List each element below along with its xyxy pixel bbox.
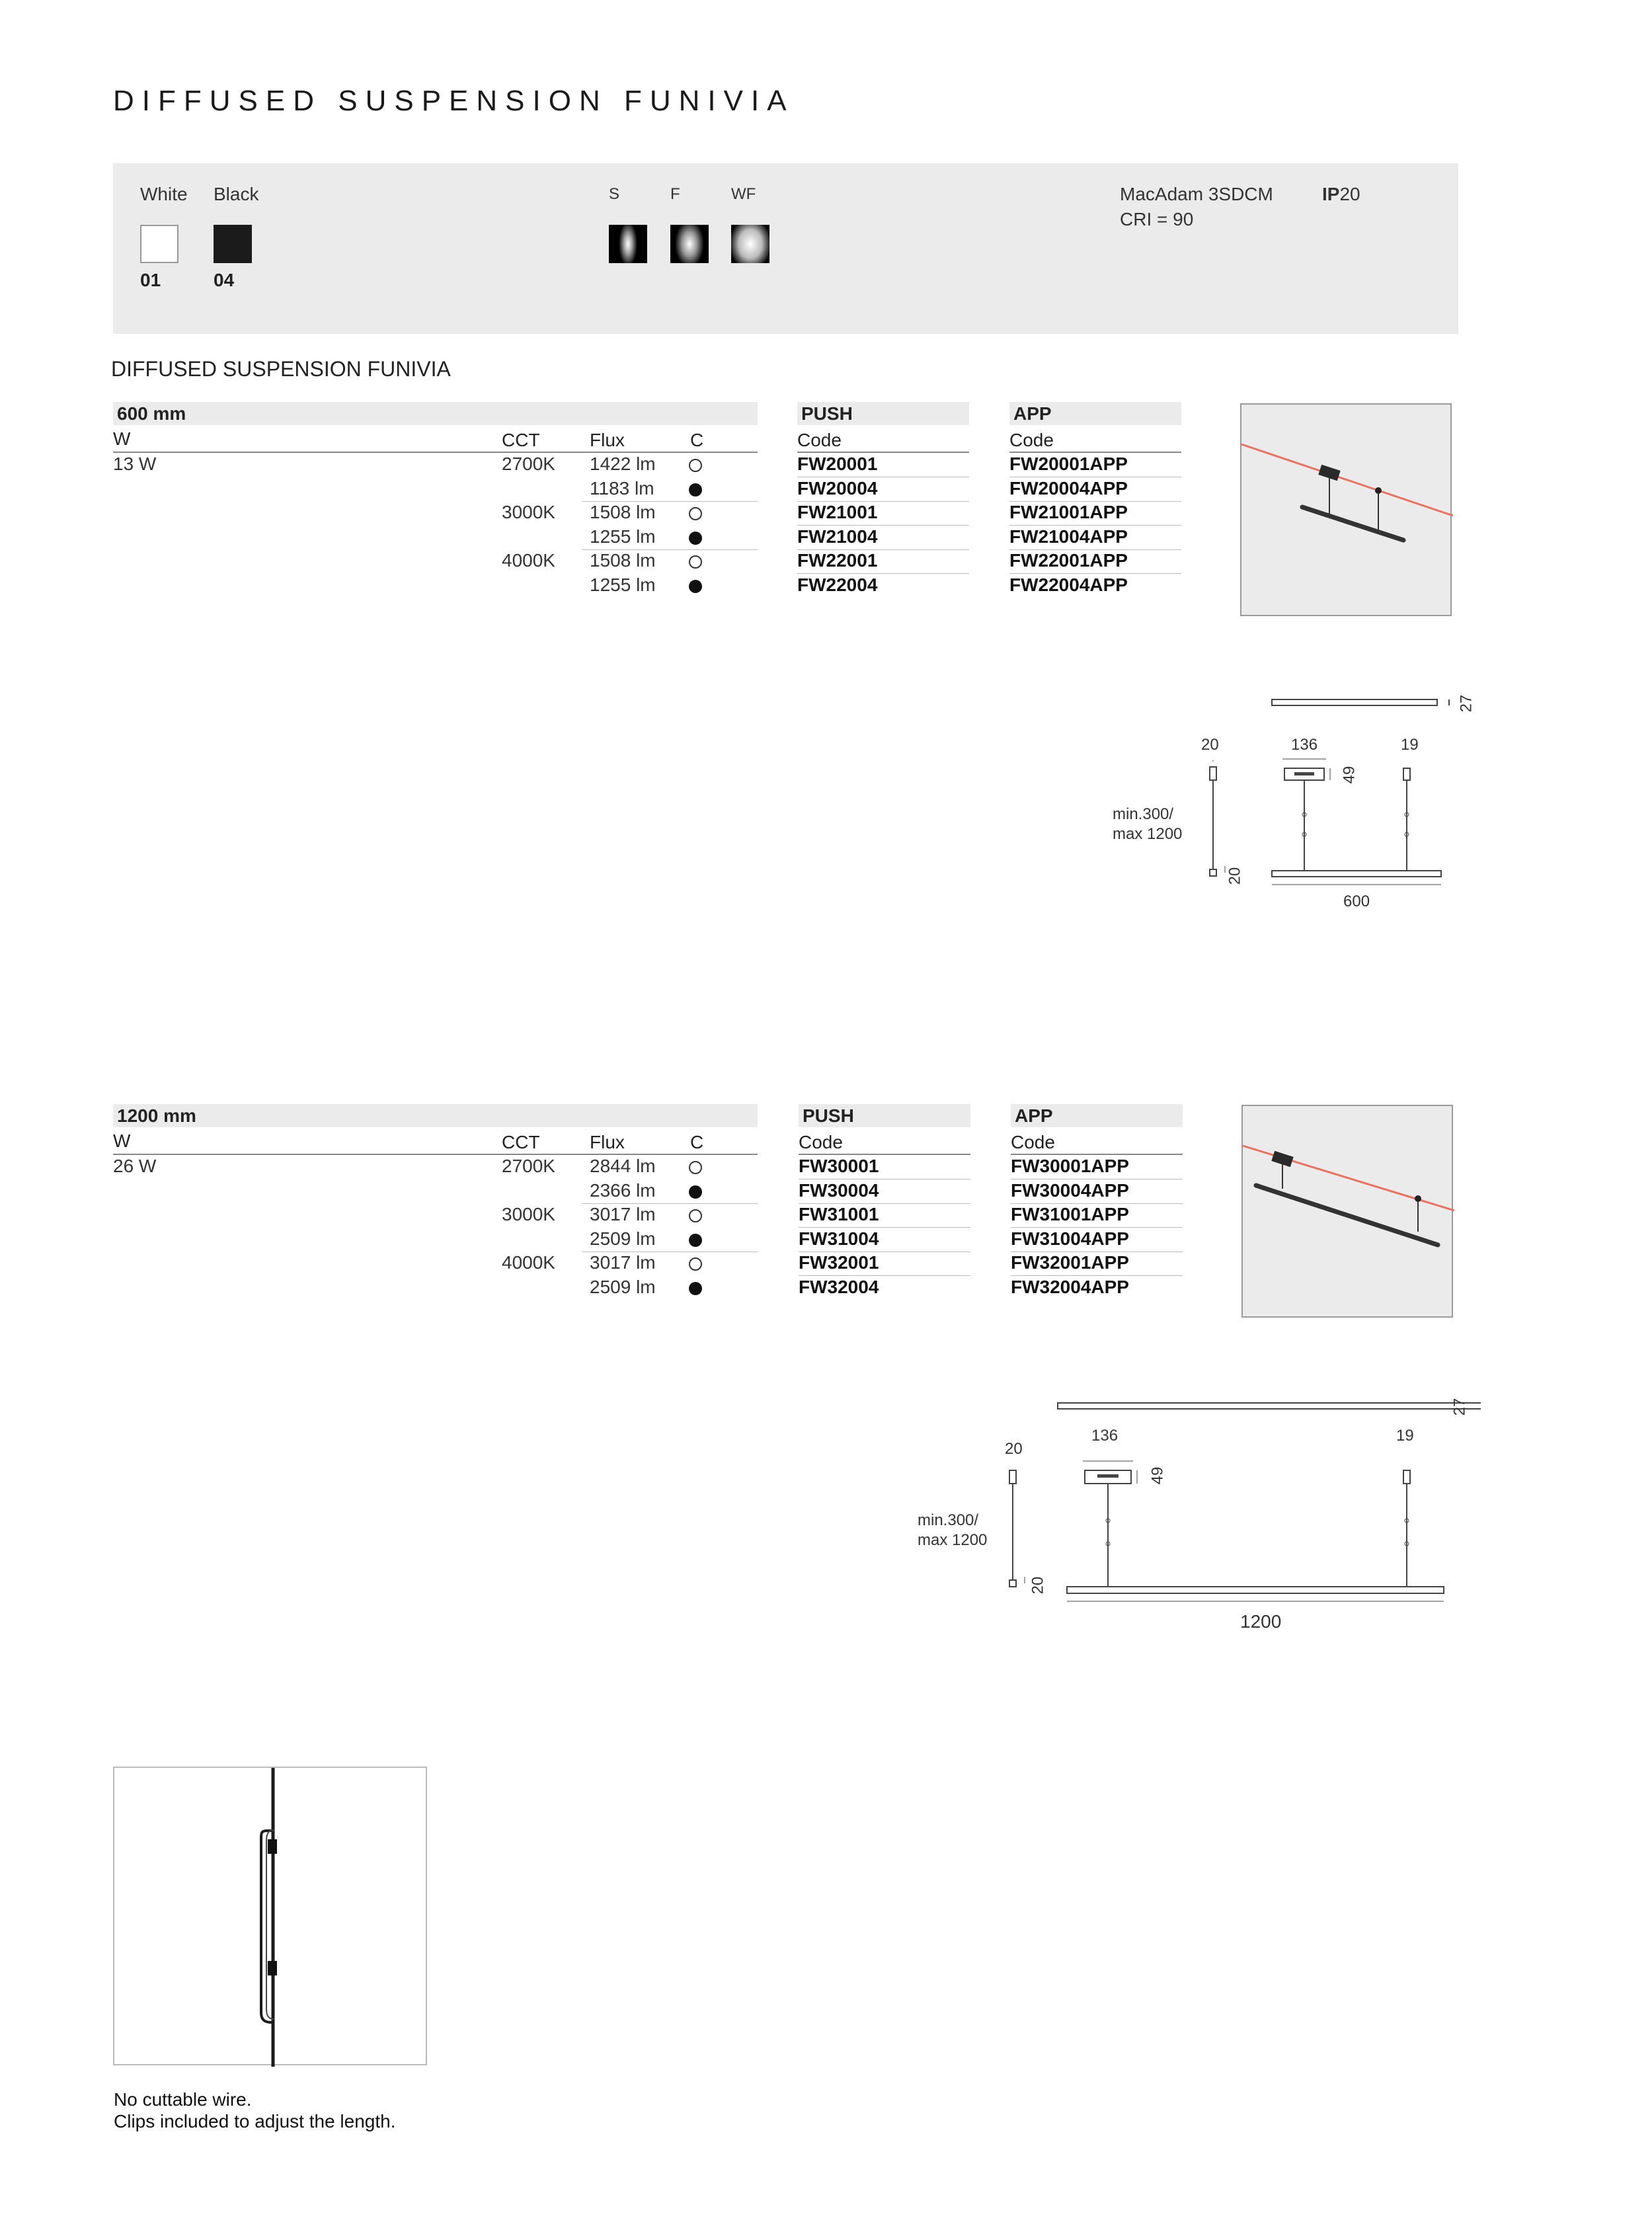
app-header: APP [1009, 402, 1181, 425]
row-cct: 3000K [502, 502, 555, 522]
dim-600-height: 49 [1340, 766, 1358, 784]
row-cct: 2700K [502, 1156, 555, 1176]
ip-rating [1322, 184, 1360, 205]
push-code: FW32001 [799, 1252, 879, 1273]
table-600-length: 600 mm [113, 402, 758, 425]
cri-spec: CRI = 90 [1120, 209, 1194, 229]
col-cct: CCT [502, 430, 540, 450]
black-finish-dot [689, 1185, 702, 1199]
row-flux: 3017 lm [590, 1252, 656, 1273]
product-photo-1200 [1241, 1105, 1453, 1318]
optic-spot-icon [609, 225, 647, 263]
white-finish-dot [689, 1257, 702, 1271]
table-1200 [113, 1104, 758, 1127]
white-finish-dot [689, 459, 702, 472]
push-code: FW21001 [797, 502, 878, 522]
push-code-header: Code [797, 430, 842, 450]
col-flux: Flux [590, 430, 625, 450]
app-code: FW31004APP [1011, 1228, 1129, 1249]
push-code: FW22004 [797, 574, 878, 595]
dim-1200-top: 20 [1005, 1440, 1023, 1458]
push-code: FW20001 [797, 454, 878, 474]
table-1200-header-rule [113, 1154, 758, 1155]
row-flux: 1508 lm [590, 502, 656, 522]
technical-drawing-1200 [1005, 1388, 1481, 1640]
note-line-2: Clips included to adjust the length. [114, 2111, 396, 2131]
app-code: FW20004APP [1009, 477, 1128, 498]
push-header-1200: PUSH [799, 1104, 970, 1127]
table-600-power: 13 W [113, 454, 157, 474]
col-c-1200: C [690, 1132, 704, 1152]
dim-600-bottom: 20 [1226, 867, 1244, 885]
push-code: FW30001 [799, 1156, 879, 1176]
section-title: DIFFUSED SUSPENSION FUNIVIA [111, 357, 451, 381]
white-finish-dot [689, 1209, 702, 1222]
push-header-rule [797, 452, 969, 453]
row-cct: 2700K [502, 454, 555, 474]
clip-photo [113, 1767, 427, 2065]
table-1200-length: 1200 mm [113, 1104, 758, 1127]
page-title: DIFFUSED SUSPENSION FUNIVIA [113, 85, 795, 117]
finish-black-swatch [214, 225, 252, 263]
push-code: FW20004 [797, 477, 878, 498]
app-header-1200: APP [1011, 1104, 1183, 1127]
row-flux: 2509 lm [590, 1276, 656, 1297]
app-code: FW32001APP [1011, 1252, 1129, 1273]
app-code: FW30004APP [1011, 1179, 1129, 1201]
black-finish-dot [689, 580, 702, 593]
table-600 [113, 402, 758, 425]
table-1200-power: 26 W [113, 1156, 157, 1176]
product-photo-600 [1240, 403, 1452, 616]
dim-1200-height: 49 [1148, 1466, 1167, 1485]
dim-600-cable-max: max 1200 [1113, 825, 1183, 843]
dim-600-canopy: 136 [1291, 736, 1318, 754]
push-code: FW30004 [799, 1179, 879, 1201]
push-header: PUSH [797, 402, 969, 425]
dim-1200-profile: 27 [1450, 1398, 1469, 1416]
optic-wide-flood-icon [731, 225, 769, 263]
row-cct: 4000K [502, 550, 555, 571]
finish-black-code: 04 [214, 270, 235, 290]
row-flux: 1255 lm [590, 574, 656, 595]
row-cct: 4000K [502, 1252, 555, 1273]
app-code: FW21004APP [1009, 526, 1128, 547]
dim-600-profile: 27 [1457, 694, 1475, 713]
finish-white-code: 01 [140, 270, 161, 290]
app-code: FW30001APP [1011, 1156, 1129, 1176]
col-w-1200: W [113, 1131, 131, 1151]
row-flux: 3017 lm [590, 1204, 656, 1224]
row-flux: 2509 lm [590, 1228, 656, 1249]
dim-1200-length: 1200 [1240, 1611, 1282, 1632]
dim-600-length: 600 [1343, 893, 1370, 910]
push-code: FW32004 [799, 1276, 879, 1297]
push-code: FW31004 [799, 1228, 879, 1249]
dim-1200-cable-max: max 1200 [918, 1531, 988, 1549]
app-code: FW21001APP [1009, 502, 1128, 522]
app-header-rule-1200 [1011, 1154, 1183, 1155]
optic-flood-icon [670, 225, 709, 263]
row-flux: 2366 lm [590, 1179, 656, 1201]
app-code: FW20001APP [1009, 454, 1128, 474]
row-flux: 1508 lm [590, 550, 656, 571]
white-finish-dot [689, 507, 702, 520]
black-finish-dot [689, 1282, 702, 1295]
app-code: FW22001APP [1009, 550, 1128, 571]
finish-white-label: White [140, 184, 188, 204]
optic-s-label: S [609, 185, 620, 203]
dim-1200-canopy: 136 [1091, 1427, 1119, 1445]
note-line-1: No cuttable wire. [114, 2089, 252, 2110]
app-code: FW22004APP [1009, 574, 1128, 595]
optic-f-label: F [670, 185, 680, 203]
col-w: W [113, 428, 131, 449]
ip-prefix: IP [1322, 184, 1340, 204]
push-code: FW21004 [797, 526, 878, 547]
col-flux-1200: Flux [590, 1132, 625, 1152]
ip-value: 20 [1339, 184, 1360, 204]
row-flux: 1183 lm [590, 477, 654, 498]
black-finish-dot [689, 532, 702, 545]
black-finish-dot [689, 483, 702, 497]
dim-1200-cable: min.300/ [918, 1511, 979, 1529]
push-code: FW22001 [797, 550, 878, 571]
app-code-header-1200: Code [1011, 1132, 1055, 1152]
col-cct-1200: CCT [502, 1132, 540, 1152]
technical-drawing-600 [1097, 688, 1468, 919]
row-flux: 1422 lm [590, 454, 656, 474]
push-header-rule-1200 [799, 1154, 970, 1155]
row-flux: 1255 lm [590, 526, 656, 547]
black-finish-dot [689, 1234, 702, 1247]
app-code-header: Code [1009, 430, 1054, 450]
dim-600-cable: min.300/ [1113, 805, 1174, 823]
row-flux: 2844 lm [590, 1156, 656, 1176]
dim-600-right: 19 [1401, 736, 1419, 754]
dim-1200-bottom: 20 [1029, 1576, 1047, 1595]
dim-1200-right: 19 [1396, 1427, 1414, 1445]
app-header-rule [1009, 452, 1181, 453]
optic-wf-label: WF [731, 185, 756, 203]
finish-white-swatch [140, 225, 178, 263]
push-code: FW31001 [799, 1204, 879, 1224]
finish-black-label: Black [214, 184, 259, 204]
col-c: C [690, 430, 704, 450]
white-finish-dot [689, 1161, 702, 1174]
app-code: FW32004APP [1011, 1276, 1129, 1297]
table-600-header-rule [113, 452, 758, 453]
row-cct: 3000K [502, 1204, 555, 1224]
dim-600-top: 20 [1201, 736, 1219, 754]
white-finish-dot [689, 555, 702, 569]
push-code-header-1200: Code [799, 1132, 843, 1152]
macadam-spec: MacAdam 3SDCM [1120, 184, 1273, 204]
app-code: FW31001APP [1011, 1204, 1129, 1224]
